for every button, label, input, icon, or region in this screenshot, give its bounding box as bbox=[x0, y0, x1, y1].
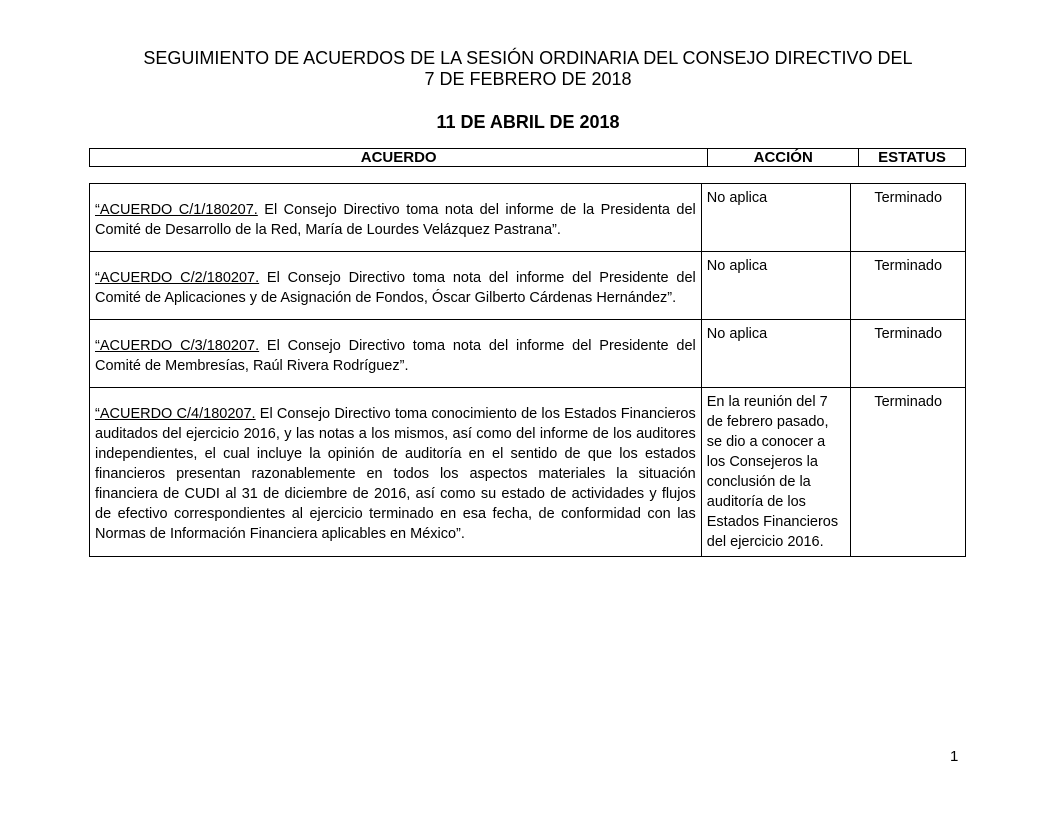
estatus-cell: Terminado bbox=[851, 388, 966, 557]
document-date: 11 DE ABRIL DE 2018 bbox=[436, 112, 620, 132]
estatus-cell: Terminado bbox=[851, 320, 966, 388]
acuerdo-cell bbox=[90, 184, 702, 252]
accion-cell: No aplica bbox=[701, 320, 851, 388]
header-accion: ACCIÓN bbox=[708, 149, 859, 167]
table-row bbox=[90, 320, 966, 388]
acuerdo-text: El Consejo Directivo toma nota del informe del Presidente del Comité de Aplicaciones y de Asignación de Fondos, Óscar Gilberto Cárdenas Hernández”. bbox=[95, 270, 696, 306]
header-estatus: ESTATUS bbox=[859, 149, 966, 167]
acuerdo-cell bbox=[90, 320, 702, 388]
acuerdo-text: El Consejo Directivo toma conocimiento de los Estados Financieros auditados del ejercicio 2016, y las notas a los mismos, así como del informe de los auditores independientes, el cual incluye la opinión de auditoría en el sentido de que los estados financieros presentan razonablemente en todos los aspectos materiales la situación financiera de CUDI al 31 de diciembre de 2016, así como su estado de actividades y flujos de efectivo correspondientes al ejercicio terminado en esa fecha, de conformidad con las Normas de Información Financiera aplicables en México”. bbox=[95, 406, 696, 542]
estatus-cell: Terminado bbox=[851, 184, 966, 252]
acuerdo-code: “ACUERDO C/4/180207. bbox=[95, 406, 256, 422]
table-row bbox=[90, 184, 966, 252]
accion-cell: En la reunión del 7 de febrero pasado, se dio a conocer a los Consejeros la conclusión de la auditoría de los Estados Financieros del ejercicio 2016. bbox=[701, 388, 851, 557]
acuerdo-cell bbox=[90, 388, 702, 557]
acuerdo-text: El Consejo Directivo toma nota del informe de la Presidenta del Comité de Desarrollo de la Red, María de Lourdes Velázquez Pastrana”. bbox=[95, 202, 696, 238]
acuerdo-code: “ACUERDO C/1/180207. bbox=[95, 202, 258, 218]
table-row bbox=[90, 388, 966, 557]
acuerdo-code: “ACUERDO C/3/180207. bbox=[95, 338, 260, 354]
title-line-1: SEGUIMIENTO DE ACUERDOS DE LA SESIÓN ORDINARIA DEL CONSEJO DIRECTIVO DEL bbox=[143, 48, 913, 68]
header-acuerdo: ACUERDO bbox=[90, 149, 708, 167]
estatus-cell: Terminado bbox=[851, 252, 966, 320]
accion-cell: No aplica bbox=[701, 252, 851, 320]
page-number: 1 bbox=[950, 748, 959, 765]
acuerdo-text: El Consejo Directivo toma nota del informe del Presidente del Comité de Membresías, Raúl Rivera Rodríguez”. bbox=[95, 338, 696, 374]
acuerdo-code: “ACUERDO C/2/180207. bbox=[95, 270, 260, 286]
agreements-table bbox=[89, 183, 966, 557]
accion-cell: No aplica bbox=[701, 184, 851, 252]
header-table bbox=[89, 148, 966, 167]
table-row bbox=[90, 252, 966, 320]
acuerdo-cell bbox=[90, 252, 702, 320]
document-title bbox=[0, 48, 1056, 90]
title-line-2: 7 DE FEBRERO DE 2018 bbox=[424, 69, 632, 89]
